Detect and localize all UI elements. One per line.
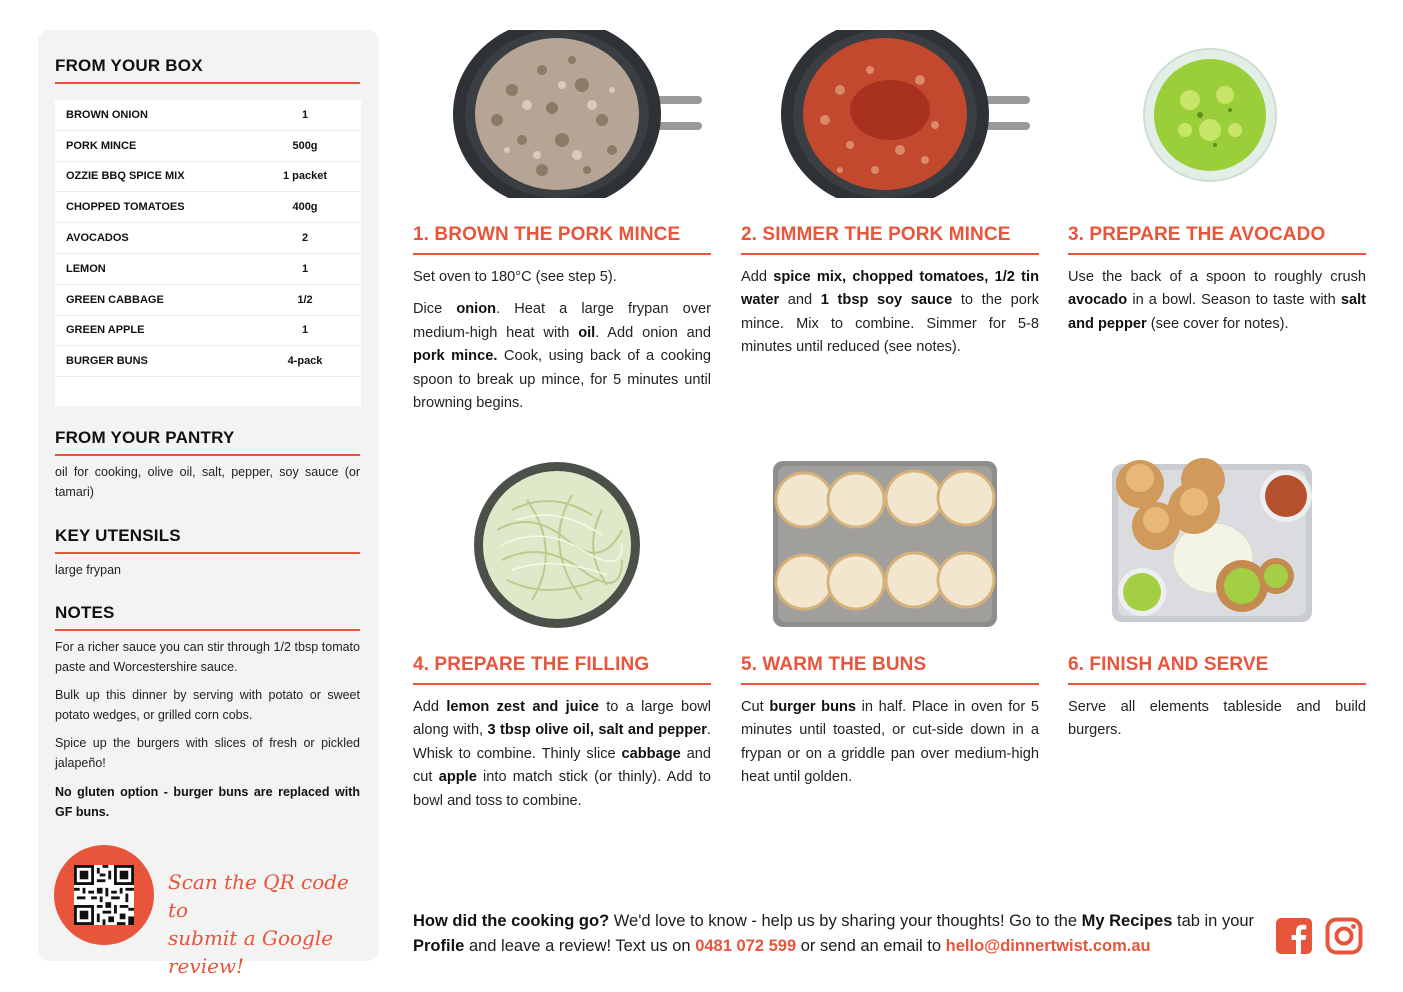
- step-1-rule: [413, 253, 711, 255]
- qr-caption-line-1: Scan the QR code to: [168, 870, 349, 922]
- bold-text: lemon zest and juice: [446, 699, 599, 715]
- step-paragraph: [413, 266, 711, 289]
- text: . Whisk to combine. Thinly slice: [413, 722, 711, 762]
- bold-text: oil: [578, 324, 596, 341]
- step-paragraph: [741, 266, 1039, 360]
- step-5-rule: [741, 683, 1039, 685]
- table-row: [55, 100, 361, 131]
- ingredient-name: BROWN ONION: [66, 108, 148, 121]
- utensils-heading-rule: [55, 552, 360, 554]
- my-recipes-link[interactable]: My Recipes: [1081, 912, 1173, 930]
- footer-text-1: We'd love to know - help us by sharing your thoughts! Go to the: [609, 912, 1082, 930]
- step-6-body: [1068, 696, 1366, 752]
- ingredient-qty: 1 packet: [282, 170, 328, 183]
- pantry-heading-rule: [55, 454, 360, 456]
- text: Set oven to 180°C (see step 5).: [413, 269, 617, 285]
- footer-question: How did the cooking go?: [413, 912, 610, 930]
- ingredient-name: BURGER BUNS: [66, 355, 148, 368]
- ingredient-name: PORK MINCE: [66, 139, 137, 152]
- pantry-text: oil for cooking, olive oil, salt, pepper, soy sauce (or tamari): [55, 465, 360, 499]
- step-6-title: 6. FINISH AND SERVE: [1068, 654, 1269, 675]
- text: Add: [413, 699, 447, 715]
- bold-text: 3 tbsp olive oil, salt and pepper: [487, 722, 707, 739]
- step-paragraph: [1068, 696, 1366, 743]
- step-4-body: [413, 696, 711, 822]
- table-row: [55, 346, 361, 377]
- footer-text-4: or send an email to: [796, 937, 946, 955]
- ingredient-qty: 1: [301, 108, 309, 121]
- text: Dice: [413, 301, 457, 318]
- ingredient-name: CHOPPED TOMATOES: [66, 201, 185, 214]
- text: . Heat a large frypan over medium-high heat with: [413, 301, 712, 341]
- step-3-title: 3. PREPARE THE AVOCADO: [1068, 224, 1326, 245]
- step-paragraph: [741, 696, 1039, 790]
- text: Cook, using back of a cooking spoon to break up mince, for 5 minutes until browning begins.: [413, 348, 711, 412]
- text: in a bowl. Season to taste with: [1127, 292, 1341, 309]
- text: and cut: [413, 745, 712, 786]
- notes-heading: NOTES: [55, 603, 115, 622]
- step-3-body: [1068, 266, 1366, 345]
- table-row: [55, 162, 361, 193]
- text: in half. Place in oven for 5 minutes until toasted, or cut-side down in a frypan or on a griddle pan over medium-high heat until golden.: [741, 699, 1040, 786]
- step-1-photo: [452, 30, 702, 198]
- text: Add: [741, 269, 774, 285]
- email-link[interactable]: hello@dinnertwist.com.au: [945, 937, 1151, 955]
- table-row: [55, 192, 361, 223]
- step-4-rule: [413, 683, 711, 685]
- step-5-photo: [772, 460, 998, 628]
- bold-text: cabbage: [621, 745, 681, 762]
- feedback-footer: [413, 909, 1263, 959]
- step-1-body: [413, 266, 711, 424]
- table-row: [55, 316, 361, 347]
- ingredient-name: GREEN CABBAGE: [66, 293, 164, 306]
- bold-text: onion: [456, 301, 497, 318]
- ingredient-qty: 400g: [292, 201, 318, 214]
- step-6-photo: [1108, 458, 1316, 626]
- profile-link[interactable]: Profile: [413, 937, 465, 955]
- phone-link[interactable]: 0481 072 599: [695, 937, 797, 955]
- qr-caption-line-2: submit a Google review!: [168, 926, 334, 978]
- bold-text: spice mix, chopped tomatoes, 1/2 tin water: [741, 269, 1039, 309]
- ingredient-name: OZZIE BBQ SPICE MIX: [66, 170, 185, 183]
- ingredient-name: GREEN APPLE: [66, 324, 145, 337]
- bold-text: 1 tbsp soy sauce: [820, 292, 953, 309]
- footer-text-2: tab in your: [1172, 912, 1255, 930]
- note-4: No gluten option - burger buns are replaced with GF buns.: [55, 785, 360, 819]
- table-row: [55, 285, 361, 316]
- instagram-icon[interactable]: [1325, 917, 1363, 955]
- step-1-title: 1. BROWN THE PORK MINCE: [413, 224, 681, 245]
- step-paragraph: [413, 298, 711, 415]
- qr-code-icon[interactable]: [74, 865, 134, 925]
- step-6-rule: [1068, 683, 1366, 685]
- bold-text: burger buns: [769, 699, 857, 715]
- qr-caption: [168, 868, 368, 980]
- table-row: [55, 131, 361, 162]
- text: Serve all elements tableside and build burgers.: [1068, 699, 1366, 739]
- box-heading: FROM YOUR BOX: [55, 56, 203, 75]
- text: . Add onion and: [595, 324, 711, 341]
- utensils-text: large frypan: [55, 563, 122, 577]
- text: to the pork mince. Mix to combine. Simmer for 5-8 minutes until reduced (see notes).: [741, 292, 1039, 356]
- ingredient-qty: 1: [301, 262, 309, 275]
- sidebar-panel: [38, 30, 379, 978]
- ingredients-table: [55, 100, 361, 406]
- step-paragraph: [1068, 266, 1366, 336]
- ingredient-name: AVOCADOS: [66, 232, 129, 245]
- note-3: Spice up the burgers with slices of fresh or pickled jalapeño!: [55, 736, 360, 770]
- footer-text-3: and leave a review! Text us on: [464, 937, 696, 955]
- step-2-photo: [780, 30, 1030, 198]
- ingredient-qty: 1/2: [297, 293, 313, 306]
- text: into match stick (or thinly). Add to bowl and toss to combine.: [413, 769, 711, 809]
- ingredient-name: LEMON: [66, 262, 106, 275]
- step-paragraph: [413, 696, 711, 813]
- step-4-title: 4. PREPARE THE FILLING: [413, 654, 650, 675]
- step-5-title: 5. WARM THE BUNS: [741, 654, 927, 675]
- qr-badge[interactable]: [54, 845, 154, 945]
- step-3-rule: [1068, 253, 1366, 255]
- bold-text: apple: [438, 769, 477, 786]
- text: to a large bowl along with,: [413, 699, 711, 739]
- table-row: [55, 254, 361, 285]
- ingredient-qty: 2: [301, 232, 309, 245]
- table-row: [55, 223, 361, 254]
- box-heading-rule: [55, 82, 360, 84]
- bold-text: salt and pepper: [1068, 292, 1366, 332]
- note-1: For a richer sauce you can stir through 1/2 tbsp tomato paste and Worcestershire sauce.: [55, 640, 360, 674]
- step-2-rule: [741, 253, 1039, 255]
- step-4-photo: [472, 460, 642, 630]
- ingredient-qty: 4-pack: [287, 355, 323, 368]
- step-2-title: 2. SIMMER THE PORK MINCE: [741, 224, 1011, 245]
- utensils-heading: KEY UTENSILS: [55, 526, 181, 545]
- note-2: Bulk up this dinner by serving with potato or sweet potato wedges, or grilled corn cobs.: [55, 688, 360, 722]
- step-2-body: [741, 266, 1039, 369]
- ingredient-qty: 1: [301, 324, 309, 337]
- text: (see cover for notes).: [1146, 315, 1289, 332]
- text: Cut: [741, 699, 770, 715]
- text: Use the back of a spoon to roughly crush: [1068, 269, 1366, 285]
- bold-text: pork mince.: [413, 348, 498, 365]
- notes-heading-rule: [55, 629, 360, 631]
- text: and: [779, 292, 821, 309]
- ingredient-qty: 500g: [292, 139, 318, 152]
- bold-text: avocado: [1068, 292, 1128, 309]
- facebook-icon[interactable]: [1275, 917, 1313, 955]
- step-5-body: [741, 696, 1039, 799]
- step-3-photo: [1140, 45, 1280, 185]
- pantry-heading: FROM YOUR PANTRY: [55, 428, 235, 447]
